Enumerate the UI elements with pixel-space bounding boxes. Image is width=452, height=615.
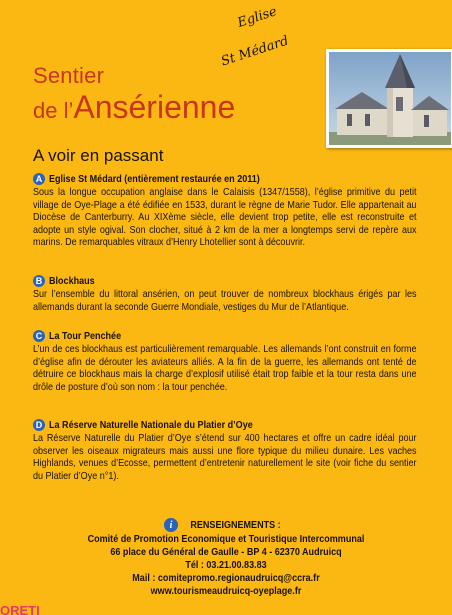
info-address: 66 place du Général de Gaulle - BP 4 - 62370 Audruicq [110, 546, 342, 558]
info-website-link[interactable]: www.tourismeaudruicq-oyeplage.fr [150, 585, 302, 597]
bottom-edge [0, 604, 452, 615]
section-title: La Réserve Naturelle Nationale du Platier d’Oye [49, 418, 253, 431]
badge-c-icon: C [33, 330, 45, 342]
caption-line1: Eglise [235, 4, 279, 31]
section-header [33, 329, 417, 342]
section-title: Blockhaus [49, 274, 95, 287]
section-body: L’un de ces blockhaus est particulièrement remarquable. Les allemands l’ont construit en forme d’église afin de dérouter les aviateurs alliés. A la fin de la guerre, les allemands ont tenté de détruire ce blockhaus mais la charge d’explosif utilisé était trop faible et la tour resta dans une drôle de posture d’où son nom : la tour penchée. [33, 343, 417, 393]
info-email-link[interactable]: Mail : comitepromo.regionaudruicq@ccra.fr [132, 572, 320, 584]
badge-b-icon: B [33, 275, 45, 287]
section-title: La Tour Penchée [49, 329, 122, 342]
section-body: Sur l’ensemble du littoral ansérien, on peut trouver de nombreux blockhaus érigés par les allemands durant la seconde Guerre Mondiale, vestiges du Mur de l’Atlantique. [33, 288, 417, 313]
info-header [0, 517, 452, 533]
caption-line2: St Médard [219, 33, 291, 70]
section-header [33, 274, 417, 287]
church-photo [326, 49, 452, 148]
section-header [33, 172, 417, 185]
section-a [33, 172, 417, 249]
info-phone: Tél : 03.21.00.83.83 [185, 559, 267, 571]
page-title [33, 65, 235, 130]
subtitle: A voir en passant [33, 146, 164, 165]
info-heading: RENSEIGNEMENTS : [190, 518, 281, 531]
section-body: Sous la longue occupation anglaise dans le Calaisis (1347/1558), l’église primitive du petit village de Oye-Plage a été édifiée en 1533, durant le règne de Marie Tudor. Elle appartenait au Diocèse de Canterburry. Au XIXème siècle, elle devient trop petite, elle est reconstruite et adopte un style ogival. Son clocher, situé à 2 km de la mer a longtemps servi de repère aux marins. De remarquables vitraux d’Henry Lhotellier sont à découvrir. [33, 186, 417, 249]
section-c [33, 329, 417, 393]
section-title: Eglise St Médard (entièrement restaurée en 2011) [49, 172, 260, 185]
contact-info [0, 517, 452, 598]
cropped-heading: ORETI [0, 604, 40, 615]
title-line1: Sentier [33, 63, 105, 88]
church-illustration [329, 52, 451, 145]
section-header [33, 418, 417, 431]
section-b [33, 274, 417, 313]
section-body: La Réserve Naturelle du Platier d’Oye s’étend sur 400 hectares et offre un cadre idéal pour observer les oiseaux migrateurs mais aussi une flore typique du milieu dunaire. Les vaches Highlands, venues d’Ecosse, permettent d’entretenir naturellement le site (voir fiche du sentier du Platier d’Oye n°1). [33, 432, 417, 482]
info-icon: i [164, 518, 178, 532]
badge-d-icon: D [33, 419, 45, 431]
title-prefix: de l’ [33, 98, 74, 123]
title-line2 [33, 91, 235, 130]
badge-a-icon: A [33, 173, 45, 185]
info-organisation: Comité de Promotion Economique et Touristique Intercommunal [87, 533, 365, 545]
section-d [33, 418, 417, 482]
title-main: Ansérienne [73, 89, 236, 125]
